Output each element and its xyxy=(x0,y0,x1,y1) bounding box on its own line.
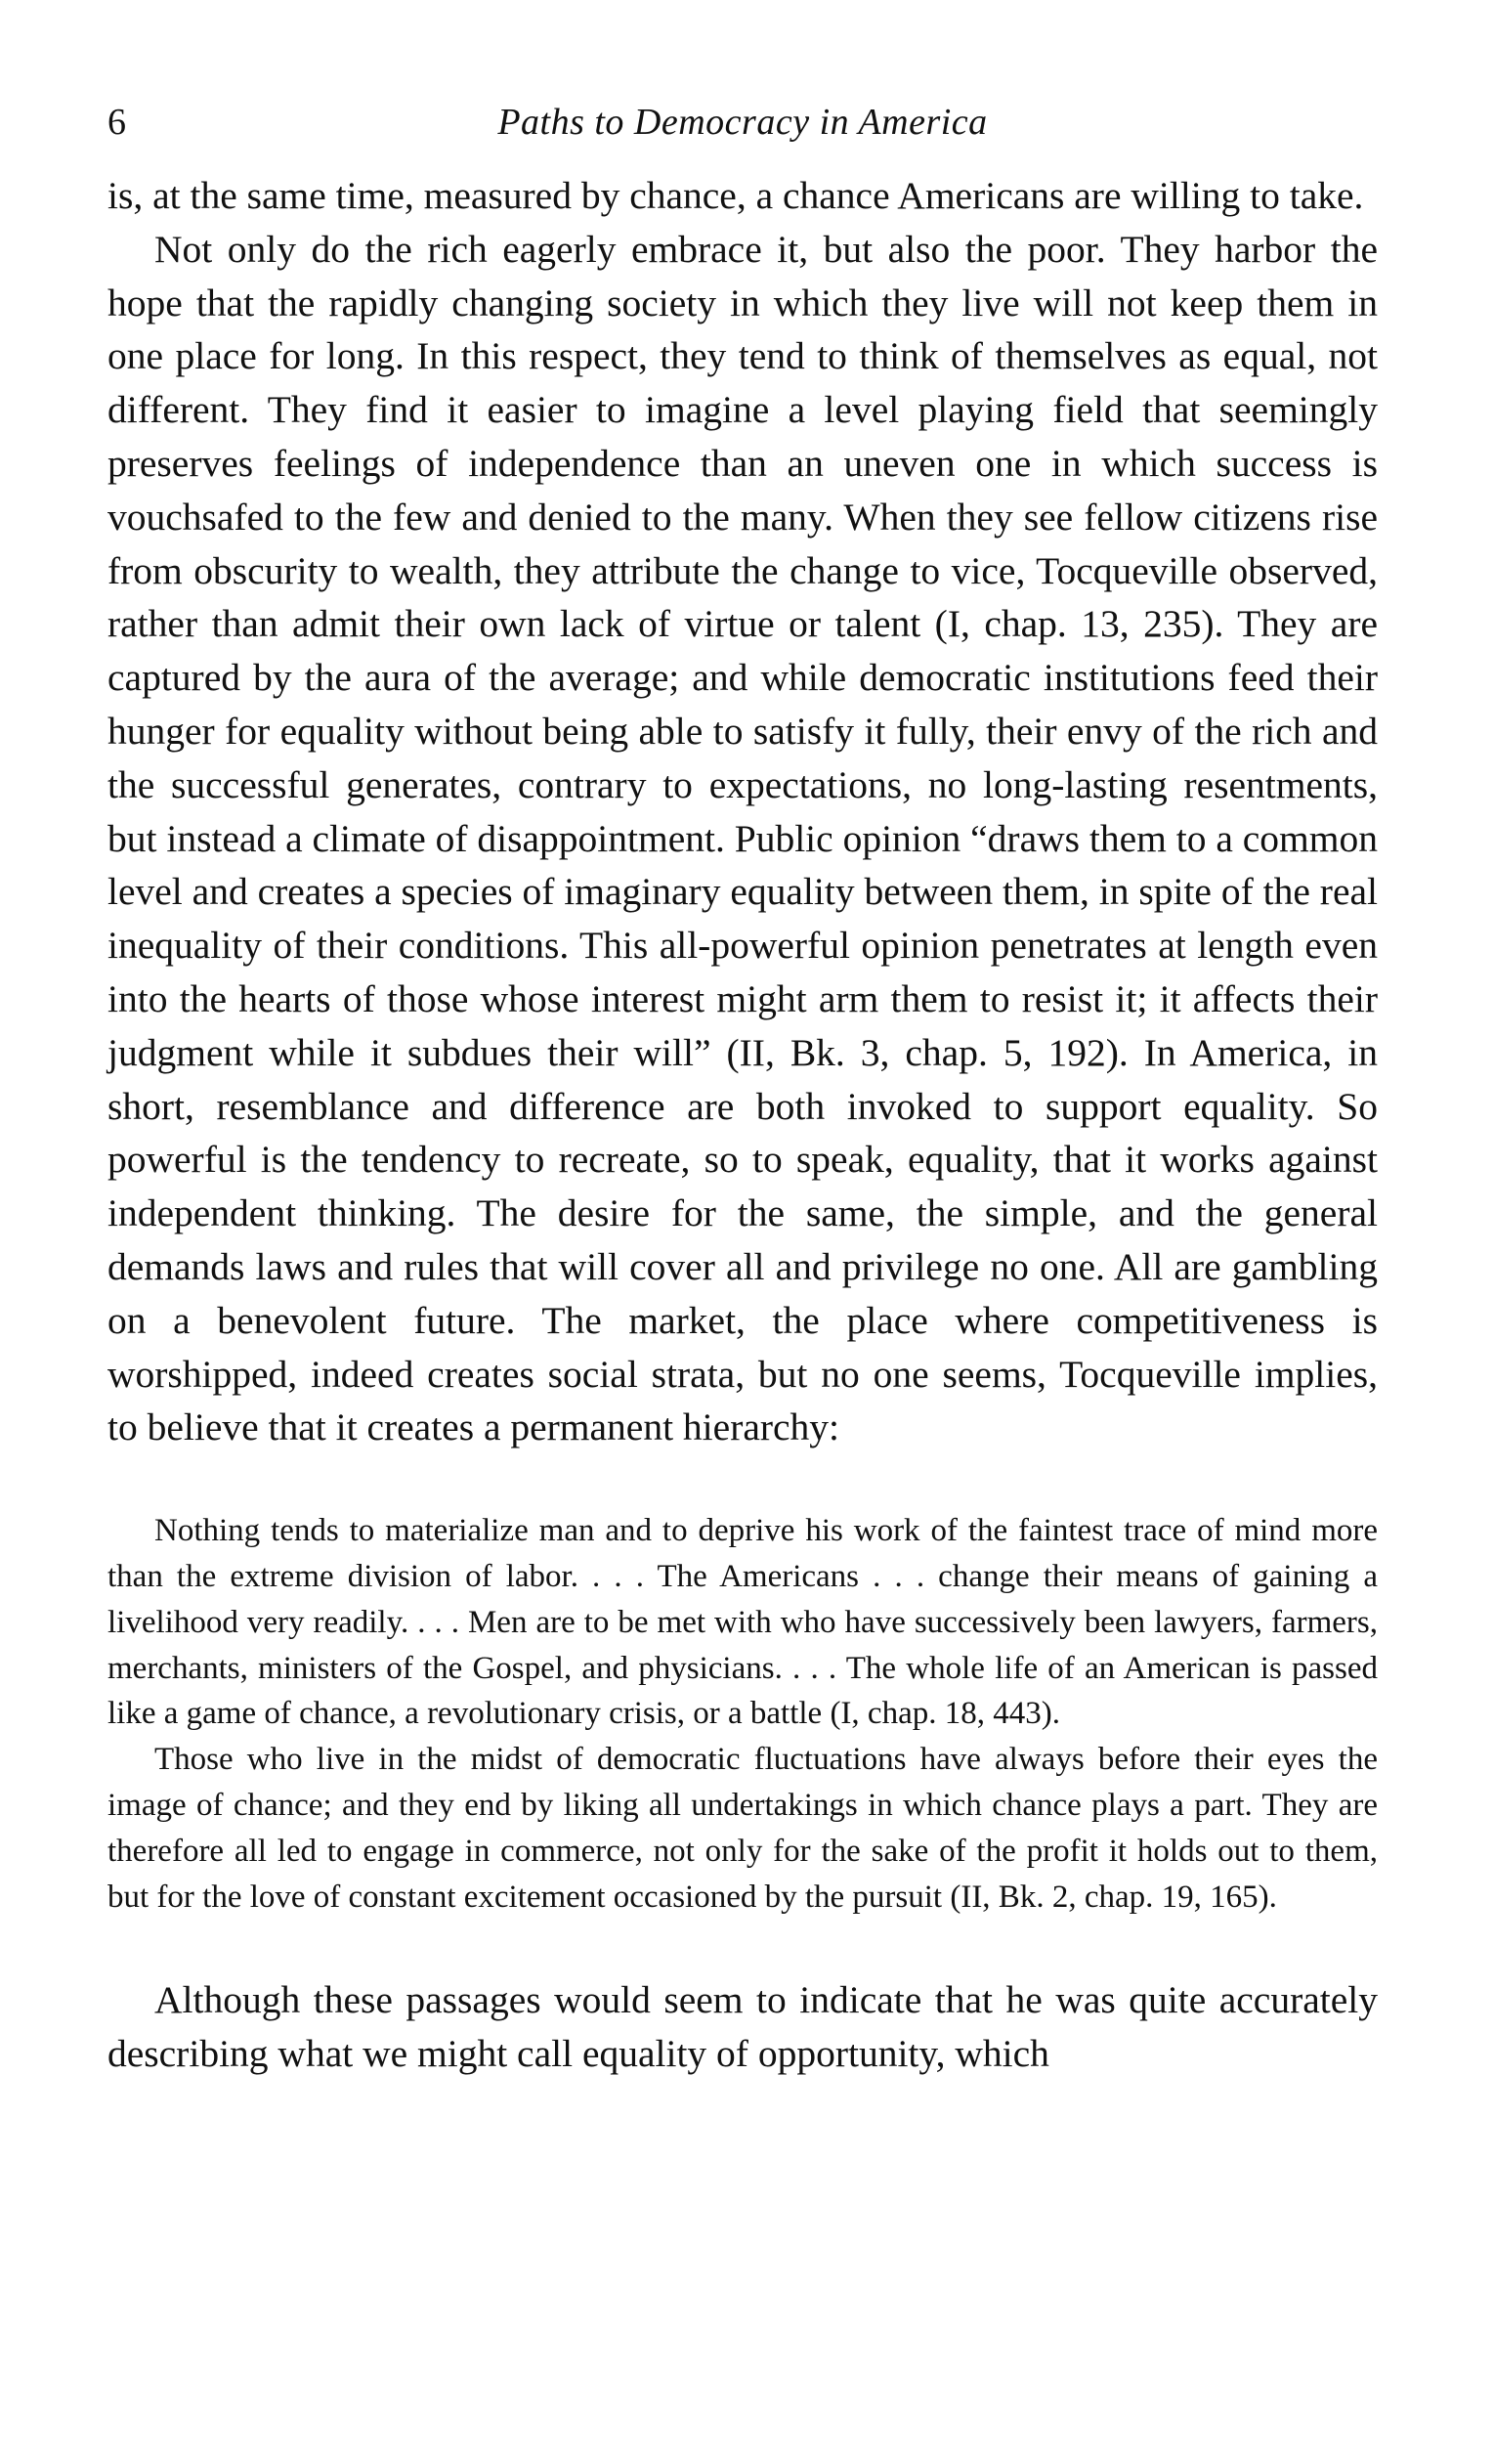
body-paragraph-1: is, at the same time, measured by chance, a chance Americans are willing to take. xyxy=(107,174,1364,217)
closing-paragraph: Although these passages would seem to indicate that he was quite accurately describing what we might call equality of opportunity, which xyxy=(107,1978,1378,2076)
running-head xyxy=(107,93,1378,151)
book-page xyxy=(107,93,1378,2119)
quote-paragraph-2: Those who live in the midst of democratic fluctuations have always before their eyes the image of chance; and they end by liking all undertakings in which chance plays a part. They are therefore all led to engage in commerce, not only for the sake of the profit it holds out to them, but for the love of constant excitement occasioned by the pursuit (II, Bk. 2, chap. 19, 165). xyxy=(107,1742,1378,1915)
running-title: Paths to Democracy in America xyxy=(497,102,988,143)
block-quote xyxy=(107,1508,1378,1920)
page-number: 6 xyxy=(107,102,126,143)
main-text xyxy=(107,169,1378,1454)
quote-paragraph-1: Nothing tends to materialize man and to deprive his work of the faintest trace of mind more than the extreme division of labor. . . . The Americans . . . change their means of gaining a livelihood very readily. . . . Men are to be met with who have successively been lawyers, farmers, merchants, ministers of the Gospel, and physicians. . . . The whole life of an American is passed like a game of chance, a revolutionary crisis, or a battle (I, chap. 18, 443). xyxy=(107,1513,1378,1732)
body-paragraph-2: Not only do the rich eagerly embrace it, but also the poor. They harbor the hope that the rapidly changing society in which they live will not keep them in one place for long. In this respect, they tend to think of themselves as equal, not different. They find it easier to imagine a level playing field that seemingly preserves feelings of independence than an uneven one in which success is vouchsafed to the few and denied to the many. When they see fellow citizens rise from obscurity to wealth, they attribute the change to vice, Tocqueville observed, rather than admit their own lack of virtue or talent (I, chap. 13, 235). They are captured by the aura of the average; and while democratic institutions feed their hunger for equality without being able to satisfy it fully, their envy of the rich and the successful generates, contrary to expectations, no long-lasting resentments, but instead a climate of disappointment. Public opinion “draws them to a common level and creates a species of imaginary equality between them, in spite of the real inequality of their conditions. This all-powerful opinion penetrates at length even into the hearts of those whose interest might arm them to resist it; it affects their judgment while it subdues their will” (II, Bk. 3, chap. 5, 192). In America, in short, resemblance and difference are both invoked to support equality. So powerful is the tendency to recreate, so to speak, equality, that it works against independent thinking. The desire for the same, the simple, and the general demands laws and rules that will cover all and privilege no one. All are gambling on a benevolent future. The market, the place where competitiveness is worshipped, indeed creates social strata, but no one seems, Tocqueville implies, to believe that it creates a permanent hierarchy: xyxy=(107,227,1378,1449)
